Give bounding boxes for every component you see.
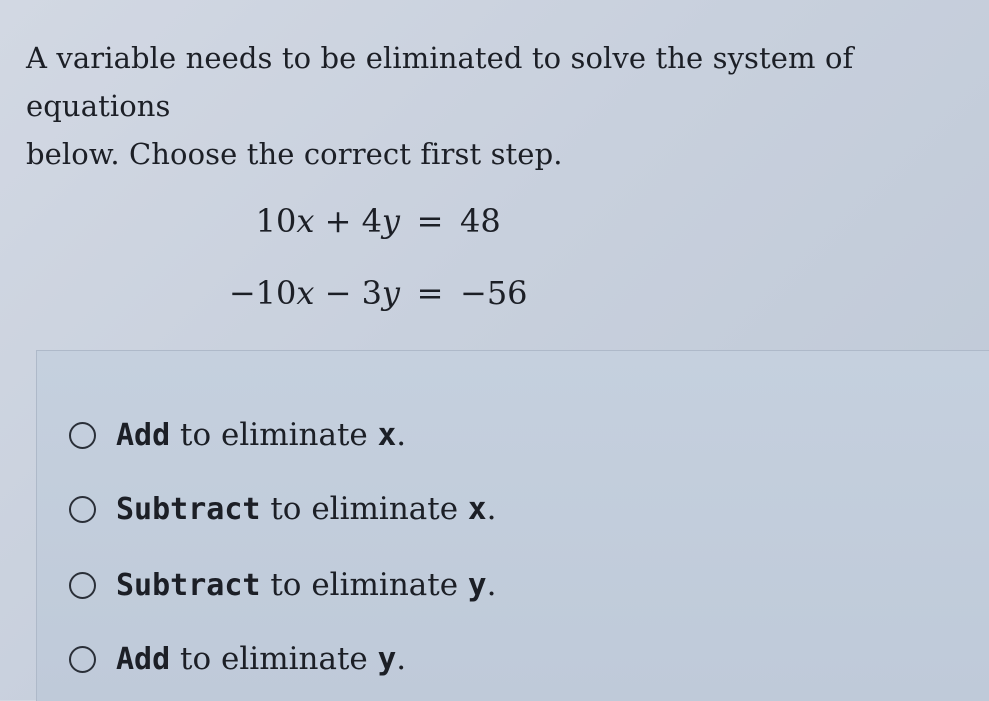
option-verb: Add — [116, 418, 171, 453]
option-add-eliminate-y[interactable] — [69, 635, 406, 683]
equation-2-lhs — [180, 274, 400, 312]
radio-button-icon[interactable] — [69, 422, 96, 449]
equation-2-var-y: y — [381, 274, 400, 312]
equation-1-var-y: y — [381, 202, 400, 240]
option-verb: Add — [116, 642, 171, 677]
equation-2-var-x: x — [296, 274, 315, 312]
equation-1-operator: + — [324, 202, 352, 240]
option-period: . — [396, 641, 407, 677]
equation-2-equals: = — [416, 274, 444, 312]
equation-1-var-x: x — [296, 202, 315, 240]
radio-button-icon[interactable] — [69, 496, 96, 523]
equation-1-equals: = — [416, 202, 444, 240]
option-subtract-eliminate-x[interactable] — [69, 485, 496, 533]
option-variable: y — [467, 567, 487, 603]
option-label — [116, 641, 406, 677]
equation-2-operator: − — [324, 274, 352, 312]
option-rest: to eliminate — [170, 417, 378, 453]
equation-2-rhs: −56 — [460, 274, 528, 312]
option-period: . — [396, 417, 407, 453]
option-period: . — [486, 567, 497, 603]
question-text — [26, 34, 976, 178]
equation-1-coef-y: 4 — [361, 202, 382, 240]
radio-button-icon[interactable] — [69, 646, 96, 673]
equation-1-coef-x: 10 — [255, 202, 297, 240]
option-label — [116, 491, 496, 527]
equation-2 — [180, 257, 560, 329]
equation-2-coef-x: −10 — [228, 274, 297, 312]
option-rest: to eliminate — [260, 491, 468, 527]
option-label — [116, 417, 406, 453]
question-line-1: A variable needs to be eliminated to solve the system of equations — [26, 41, 854, 123]
option-rest: to eliminate — [170, 641, 378, 677]
equation-1 — [180, 185, 560, 257]
option-variable: x — [377, 417, 397, 453]
equation-1-lhs — [180, 202, 400, 240]
option-variable: x — [467, 491, 487, 527]
option-subtract-eliminate-y[interactable] — [69, 561, 496, 609]
option-verb: Subtract — [116, 568, 261, 603]
equation-1-rhs: 48 — [460, 202, 501, 240]
equation-system — [180, 185, 560, 329]
option-add-eliminate-x[interactable] — [69, 411, 406, 459]
option-verb: Subtract — [116, 492, 261, 527]
option-rest: to eliminate — [260, 567, 468, 603]
option-period: . — [486, 491, 497, 527]
equation-2-coef-y: 3 — [361, 274, 382, 312]
option-label — [116, 567, 496, 603]
option-variable: y — [377, 641, 397, 677]
radio-button-icon[interactable] — [69, 572, 96, 599]
answer-options-panel — [36, 350, 989, 701]
question-line-2: below. Choose the correct first step. — [26, 137, 563, 171]
